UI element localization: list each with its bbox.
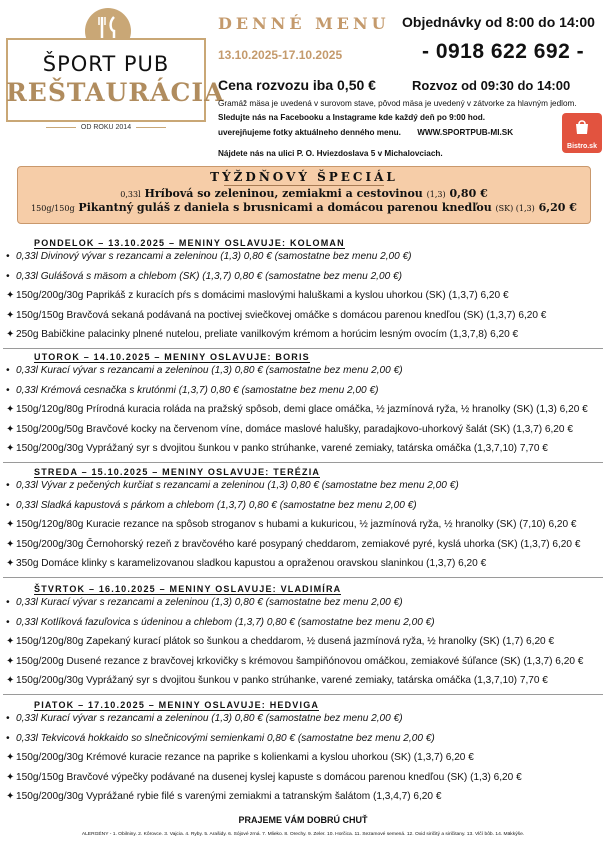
item-bullet: ✦ (6, 538, 15, 550)
menu-item-main (6, 290, 509, 301)
item-text: 150g/200g/30g Vyprážané rybie filé s varenými zemiakmi a tatranským šalátom (1,3,4,7) 6,20 € (16, 791, 442, 803)
item-text: 150g/200g/30g Paprikáš z kuracích pŕs s domácimi maslovými haluškami a kyslou uhorkou (SK) (1,3,7) 6,20 € (16, 290, 509, 302)
item-bullet: ✦ (6, 329, 15, 341)
menu-item-soup (6, 251, 412, 262)
special-main-allergens: (SK) (1,3) (495, 204, 535, 213)
weekly-special (17, 166, 591, 224)
special-soup-size: 0,33l (120, 190, 141, 199)
item-text: 0,33l Sladká kapustová s párkom a chlebom (1,3,7) 0,80 € (samostatne bez menu 2,00 €) (16, 499, 417, 511)
day-section (0, 584, 606, 696)
logo-subtitle: REŠTAURÁCIA (6, 78, 225, 107)
day-heading (34, 238, 345, 248)
menu-item-soup (6, 271, 402, 282)
day-divider (3, 577, 603, 578)
item-text: 0,33l Gulášová s mäsom a chlebom (SK) (1,3,7) 0,80 € (samostatne bez menu 2,00 €) (16, 270, 402, 282)
day-heading (34, 700, 319, 710)
logo-since: OD ROKU 2014 (80, 124, 132, 131)
item-bullet: ✦ (6, 791, 15, 803)
menu-item-soup (6, 713, 403, 724)
item-text: 150g/120g/80g Kuracie rezance na spôsob stroganov s hubami a kukuricou, ½ jazmínová ryža, ½ hranolky (SK) (7,10) 6,20 € (16, 519, 577, 531)
menu-item-soup (6, 617, 435, 628)
item-bullet: • (6, 732, 10, 744)
shopping-bag-icon (573, 118, 591, 136)
item-bullet: • (6, 270, 10, 282)
item-text: 0,33l Krémová cesnačka s krutónmi (1,3,7) 0,80 € (samostatne bez menu 2,00 €) (16, 384, 379, 396)
day-section (0, 700, 606, 812)
allergen-legend: ALERGÉNY - 1. Obilniny. 2. Kôrovce. 3. Vajcia. 4. Ryby. 5. Arašidy. 6. Sójové zrná. 7. Mlieko. 8. Orechy. 9. Zeler. 10. Horčica. 11. Sezamové semená. 12. Oxid siričitý a siričitany. 13. Vlčí bôb. 14. Mäkkýše. (81, 832, 525, 837)
item-bullet: • (6, 713, 10, 724)
day-heading-text: PONDELOK – 13.10.2025 – MENINY OSLAVUJE: KOLOMAN (34, 238, 345, 248)
order-hours: Objednávky od 8:00 do 14:00 (402, 14, 595, 30)
special-soup-name: Hríbová so zeleninou, zemiakmi a cestovinou (144, 187, 423, 200)
note-address: Nájdete nás na ulici P. O. Hviezdoslava 5 v Michalovciach. (218, 149, 443, 158)
footer-wish: PRAJEME VÁM DOBRÚ CHUŤ (238, 815, 368, 825)
item-bullet: ✦ (6, 675, 15, 687)
item-bullet: • (6, 251, 10, 262)
special-main-name: Pikantný guláš z daniela s brusnicami a domácou parenou knedľou (78, 201, 492, 214)
menu-item-main (6, 329, 518, 340)
item-bullet: • (6, 597, 10, 608)
item-text: 0,33l Kotlíková fazuľovica s údeninou a chlebom (1,3,7) 0,80 € (samostatne bez menu 2,00 €) (16, 616, 435, 628)
item-bullet: ✦ (6, 519, 15, 531)
item-text: 150g/200g Dusené rezance z bravčovej krkovičky s krémovou šampiňónovou omáčkou, zemiakové šúľance (SK) (1,3,7) 6,20 € (16, 655, 584, 667)
day-divider (3, 462, 603, 463)
special-soup-allergens: (1,3) (426, 190, 446, 199)
special-heading: TÝŽDŇOVÝ ŠPECIÁL (210, 170, 398, 184)
day-section (0, 238, 606, 350)
item-text: 150g/150g Bravčová sekaná podávaná na poctivej sviečkovej omáčke s domácou parenou knedľou (SK) (1,3,7) 6,20 € (16, 309, 547, 321)
item-text: 250g Babičkine palacinky plnené nutelou, preliate vanilkovým krémom a horúcim lesným ovocím (1,3,7,8) 6,20 € (16, 329, 519, 341)
logo-name: ŠPORT PUB (42, 52, 170, 76)
item-bullet: • (6, 499, 10, 511)
menu-item-main (6, 772, 522, 783)
item-bullet: • (6, 365, 10, 376)
menu-item-main (6, 404, 588, 415)
item-text: 150g/150g Bravčové výpečky podávané na dusenej kyslej kapuste s domácou parenou knedľou (SK) (1,3) 6,20 € (16, 771, 522, 783)
item-text: 150g/200g/30g Černohorský rezeň z bravčového karé posypaný cheddarom, zemiakové pyré, kyslá uhorka (SK) (1,3,7) 6,20 € (16, 538, 581, 550)
delivery-hours: Rozvoz od 09:30 do 14:00 (412, 78, 571, 93)
item-bullet: ✦ (6, 558, 15, 570)
note-social: Sledujte nás na Facebooku a Instagrame kde každý deň po 9:00 hod. (218, 113, 486, 122)
item-bullet: ✦ (6, 636, 15, 648)
item-text: 0,33l Divinový vývar s rezancami a zeleninou (1,3) 0,80 € (samostatne bez menu 2,00 €) (16, 251, 412, 262)
item-text: 150g/200g/30g Vyprážaný syr s dvojitou šunkou v panko strúhanke, varené zemiaky, tatárska omáčka (1,3,7,10) 7,70 € (16, 675, 548, 687)
day-heading (34, 467, 320, 477)
special-soup-price: 0,80 € (449, 187, 488, 200)
menu-item-soup (6, 480, 459, 491)
item-bullet: ✦ (6, 423, 15, 435)
item-text: 150g/200g/30g Vyprážaný syr s dvojitou šunkou v panko strúhanke, varené zemiaky, tatárska omáčka (1,3,7,10) 7,70 € (16, 443, 548, 455)
menu-item-main (6, 675, 548, 686)
menu-item-main (6, 539, 580, 550)
phone-number[interactable]: - 0918 622 692 - (422, 40, 585, 63)
menu-item-main (6, 519, 577, 530)
menu-item-soup (6, 385, 378, 396)
note-meat-weight: Gramáž mäsa je uvedená v surovom stave, pôvod mäsa je uvedený v zátvorke za hlavným jedlom. (218, 99, 577, 108)
item-text: 0,33l Kurací vývar s rezancami a zeleninou (1,3) 0,80 € (samostatne bez menu 2,00 €) (16, 713, 403, 724)
day-heading-text: UTOROK – 14.10.2025 – MENINY OSLAVUJE: BORIS (34, 352, 310, 362)
bistro-label: Bistro.sk (567, 143, 597, 150)
item-text: 150g/200g/50g Bravčové kocky na červenom víne, domáce maslové halušky, paradajkovo-uhorkový šalát (SK) (1,3,7) 6,20 € (16, 423, 573, 435)
item-text: 0,33l Kurací vývar s rezancami a zeleninou (1,3) 0,80 € (samostatne bez menu 2,00 €) (16, 597, 403, 608)
day-section (0, 467, 606, 579)
restaurant-logo (6, 8, 225, 138)
menu-item-main (6, 636, 554, 647)
item-bullet: ✦ (6, 752, 15, 764)
item-bullet: • (6, 480, 10, 491)
item-bullet: • (6, 384, 10, 396)
item-bullet: ✦ (6, 404, 15, 416)
menu-item-main (6, 791, 441, 802)
note-photos: uverejňujeme fotky aktuálneho denného menu. (218, 128, 401, 137)
day-heading-text: ŠTVRTOK – 16.10.2025 – MENINY OSLAVUJE: VLADIMÍRA (34, 584, 342, 594)
item-text: 150g/120g/80g Zapekaný kurací plátok so šunkou a cheddarom, ½ dusená jazmínová ryža, ½ hranolky (SK) (1,7) 6,20 € (16, 636, 555, 648)
item-bullet: • (6, 616, 10, 628)
item-bullet: ✦ (6, 771, 15, 783)
day-heading (34, 584, 341, 594)
day-heading (34, 352, 310, 362)
item-text: 0,33l Vývar z pečených kurčiat s rezancami a zeleninou (1,3) 0,80 € (samostatne bez menu 2,00 €) (16, 480, 459, 491)
day-heading-text: PIATOK – 17.10.2025 – MENINY OSLAVUJE: HEDVIGA (34, 700, 320, 710)
item-text: 150g/120g/80g Prírodná kuracia roláda na pražský spôsob, demi glace omáčka, ½ jazmínová ryža, ½ hranolky (SK) (1,3) 6,20 € (16, 404, 588, 416)
website-link[interactable]: WWW.SPORTPUB-MI.SK (417, 128, 514, 137)
menu-item-soup (6, 597, 403, 608)
menu-item-main (6, 752, 474, 763)
item-bullet: ✦ (6, 290, 15, 302)
item-text: 0,33l Tekvicová hokkaido so slnečnicovými semienkami 0,80 € (samostatne bez menu 2,00 €) (16, 732, 435, 744)
menu-item-main (6, 310, 546, 321)
item-bullet: ✦ (6, 655, 15, 667)
menu-item-soup (6, 500, 417, 511)
day-section (0, 352, 606, 464)
menu-item-main (6, 558, 486, 569)
day-divider (3, 348, 603, 349)
day-heading-text: STREDA – 15.10.2025 – MENINY OSLAVUJE: TERÉZIA (34, 467, 321, 477)
special-divider (224, 185, 384, 186)
item-bullet: ✦ (6, 309, 15, 321)
bistro-badge[interactable] (562, 113, 602, 153)
special-soup (18, 187, 590, 200)
menu-title: DENNÉ MENU (218, 14, 390, 33)
menu-item-soup (6, 365, 403, 376)
special-main-price: 6,20 € (538, 201, 577, 214)
item-bullet: ✦ (6, 443, 15, 455)
day-divider (3, 694, 603, 695)
item-text: 0,33l Kurací vývar s rezancami a zeleninou (1,3) 0,80 € (samostatne bez menu 2,00 €) (16, 365, 403, 376)
menu-item-main (6, 424, 573, 435)
menu-dates: 13.10.2025-17.10.2025 (218, 48, 343, 62)
menu-item-soup (6, 733, 435, 744)
special-main-size: 150g/150g (31, 204, 75, 213)
item-text: 150g/200g/30g Krémové kuracie rezance na paprike s kolienkami a kyslou uhorkou (SK) (1,3,7) 6,20 € (16, 752, 474, 764)
menu-item-main (6, 443, 548, 454)
logo-divider (136, 127, 166, 128)
menu-item-main (6, 656, 583, 667)
special-main (18, 201, 590, 214)
item-text: 350g Domáce klinky s karamelizovanou sladkou kapustou a opraženou oravskou slaninkou (1,3,7) 6,20 € (16, 558, 487, 570)
delivery-price: Cena rozvozu iba 0,50 € (218, 77, 376, 93)
